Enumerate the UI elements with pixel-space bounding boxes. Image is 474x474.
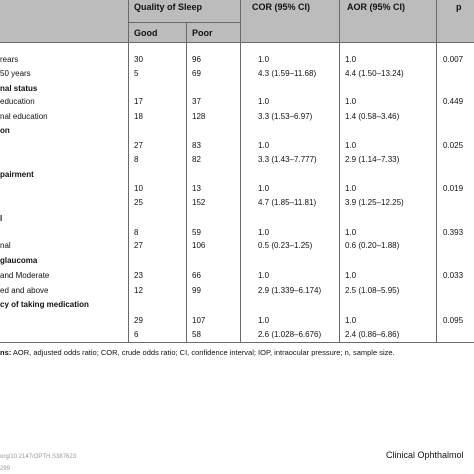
- cell-cor: 4.3 (1.59–11.68): [258, 69, 317, 78]
- cell-cor: 1.0: [258, 316, 270, 325]
- cell-label: ed and above: [0, 286, 49, 295]
- cell-poor: 99: [192, 286, 201, 295]
- cell-p: 0.007: [443, 55, 464, 64]
- cell-poor: 37: [192, 97, 201, 106]
- cell-aor: 4.4 (1.50–13.24): [345, 69, 404, 78]
- header-poor: Poor: [192, 28, 213, 38]
- cell-good: 25: [134, 198, 143, 207]
- section-label: nal status: [0, 84, 38, 93]
- cell-good: 27: [134, 141, 143, 150]
- section-label: glaucoma: [0, 256, 38, 265]
- cell-good: 8: [134, 155, 139, 164]
- cell-aor: 1.0: [345, 141, 357, 150]
- cell-aor: 1.0: [345, 184, 357, 193]
- cell-poor: 13: [192, 184, 201, 193]
- column-rule-2: [186, 22, 187, 342]
- column-rule-3: [240, 0, 241, 342]
- section-label: l: [0, 214, 3, 223]
- cell-poor: 128: [192, 112, 206, 121]
- cell-good: 29: [134, 316, 143, 325]
- header-quality-of-sleep: Quality of Sleep: [134, 2, 203, 12]
- table-bottom-rule: [0, 342, 474, 343]
- cell-cor: 0.5 (0.23–1.25): [258, 241, 313, 250]
- cell-aor: 1.0: [345, 97, 357, 106]
- cell-aor: 1.0: [345, 228, 357, 237]
- cell-label: and Moderate: [0, 271, 50, 280]
- cell-aor: 2.9 (1.14–7.33): [345, 155, 400, 164]
- cell-label: 50 years: [0, 69, 31, 78]
- doi-link[interactable]: org/10.2147/OPTH.S387623: [0, 454, 77, 460]
- cell-p: 0.033: [443, 271, 464, 280]
- cell-p: 0.019: [443, 184, 464, 193]
- cell-label: nal: [0, 241, 11, 250]
- cell-good: 8: [134, 228, 139, 237]
- cell-p: 0.025: [443, 141, 464, 150]
- cell-cor: 2.6 (1.028–6.676): [258, 330, 322, 339]
- cell-good: 23: [134, 271, 143, 280]
- cell-cor: 1.0: [258, 184, 270, 193]
- header-divider: [128, 22, 240, 23]
- doi-suffix: 299: [0, 466, 11, 472]
- column-rule-1: [128, 0, 129, 342]
- cell-cor: 1.0: [258, 271, 270, 280]
- header-aor: AOR (95% CI): [347, 2, 406, 12]
- cell-label: rears: [0, 55, 19, 64]
- section-label: on: [0, 126, 10, 135]
- cell-aor: 1.0: [345, 271, 357, 280]
- cell-aor: 1.0: [345, 55, 357, 64]
- cell-aor: 2.4 (0.86–6.86): [345, 330, 400, 339]
- cell-good: 10: [134, 184, 143, 193]
- cell-good: 18: [134, 112, 143, 121]
- section-label: cy of taking medication: [0, 300, 89, 309]
- cell-cor: 3.3 (1.43–7.777): [258, 155, 317, 164]
- cell-poor: 83: [192, 141, 201, 150]
- cell-poor: 106: [192, 241, 206, 250]
- footnote-prefix: ns:: [0, 348, 12, 357]
- header-cor: COR (95% CI): [252, 2, 311, 12]
- cell-good: 30: [134, 55, 143, 64]
- cell-aor: 3.9 (1.25–12.25): [345, 198, 404, 207]
- table-footnote: [0, 348, 395, 358]
- cell-poor: 82: [192, 155, 201, 164]
- cell-poor: 152: [192, 198, 206, 207]
- journal-name: Clinical Ophthalmol: [386, 450, 464, 460]
- cell-aor: 1.4 (0.58–3.46): [345, 112, 400, 121]
- cell-poor: 58: [192, 330, 201, 339]
- cell-poor: 96: [192, 55, 201, 64]
- cell-cor: 3.3 (1.53–6.97): [258, 112, 313, 121]
- cell-cor: 1.0: [258, 97, 270, 106]
- cell-cor: 1.0: [258, 228, 270, 237]
- header-good: Good: [134, 28, 158, 38]
- cell-good: 12: [134, 286, 143, 295]
- column-rule-5: [436, 0, 437, 342]
- cell-label: nal education: [0, 112, 48, 121]
- section-label: pairment: [0, 170, 34, 179]
- cell-p: 0.393: [443, 228, 464, 237]
- cell-poor: 69: [192, 69, 201, 78]
- cell-cor: 1.0: [258, 55, 270, 64]
- cell-poor: 59: [192, 228, 201, 237]
- cell-poor: 107: [192, 316, 206, 325]
- cell-p: 0.095: [443, 316, 464, 325]
- cell-cor: 1.0: [258, 141, 270, 150]
- cell-cor: 4.7 (1.85–11.81): [258, 198, 317, 207]
- cell-poor: 66: [192, 271, 201, 280]
- cell-p: 0.449: [443, 97, 464, 106]
- cell-aor: 2.5 (1.08–5.95): [345, 286, 400, 295]
- cell-good: 6: [134, 330, 139, 339]
- cell-label: education: [0, 97, 35, 106]
- header-p: p: [456, 2, 462, 12]
- cell-aor: 1.0: [345, 316, 357, 325]
- cell-good: 27: [134, 241, 143, 250]
- cell-aor: 0.6 (0.20–1.88): [345, 241, 400, 250]
- footnote-text: AOR, adjusted odds ratio; COR, crude odds ratio; CI, confidence interval; IOP, intraocular pressure; n, sample size.: [11, 348, 395, 357]
- cell-good: 17: [134, 97, 143, 106]
- cell-good: 5: [134, 69, 139, 78]
- header-bottom-rule: [0, 42, 474, 43]
- column-rule-4: [339, 0, 340, 342]
- cell-cor: 2.9 (1.339–6.174): [258, 286, 322, 295]
